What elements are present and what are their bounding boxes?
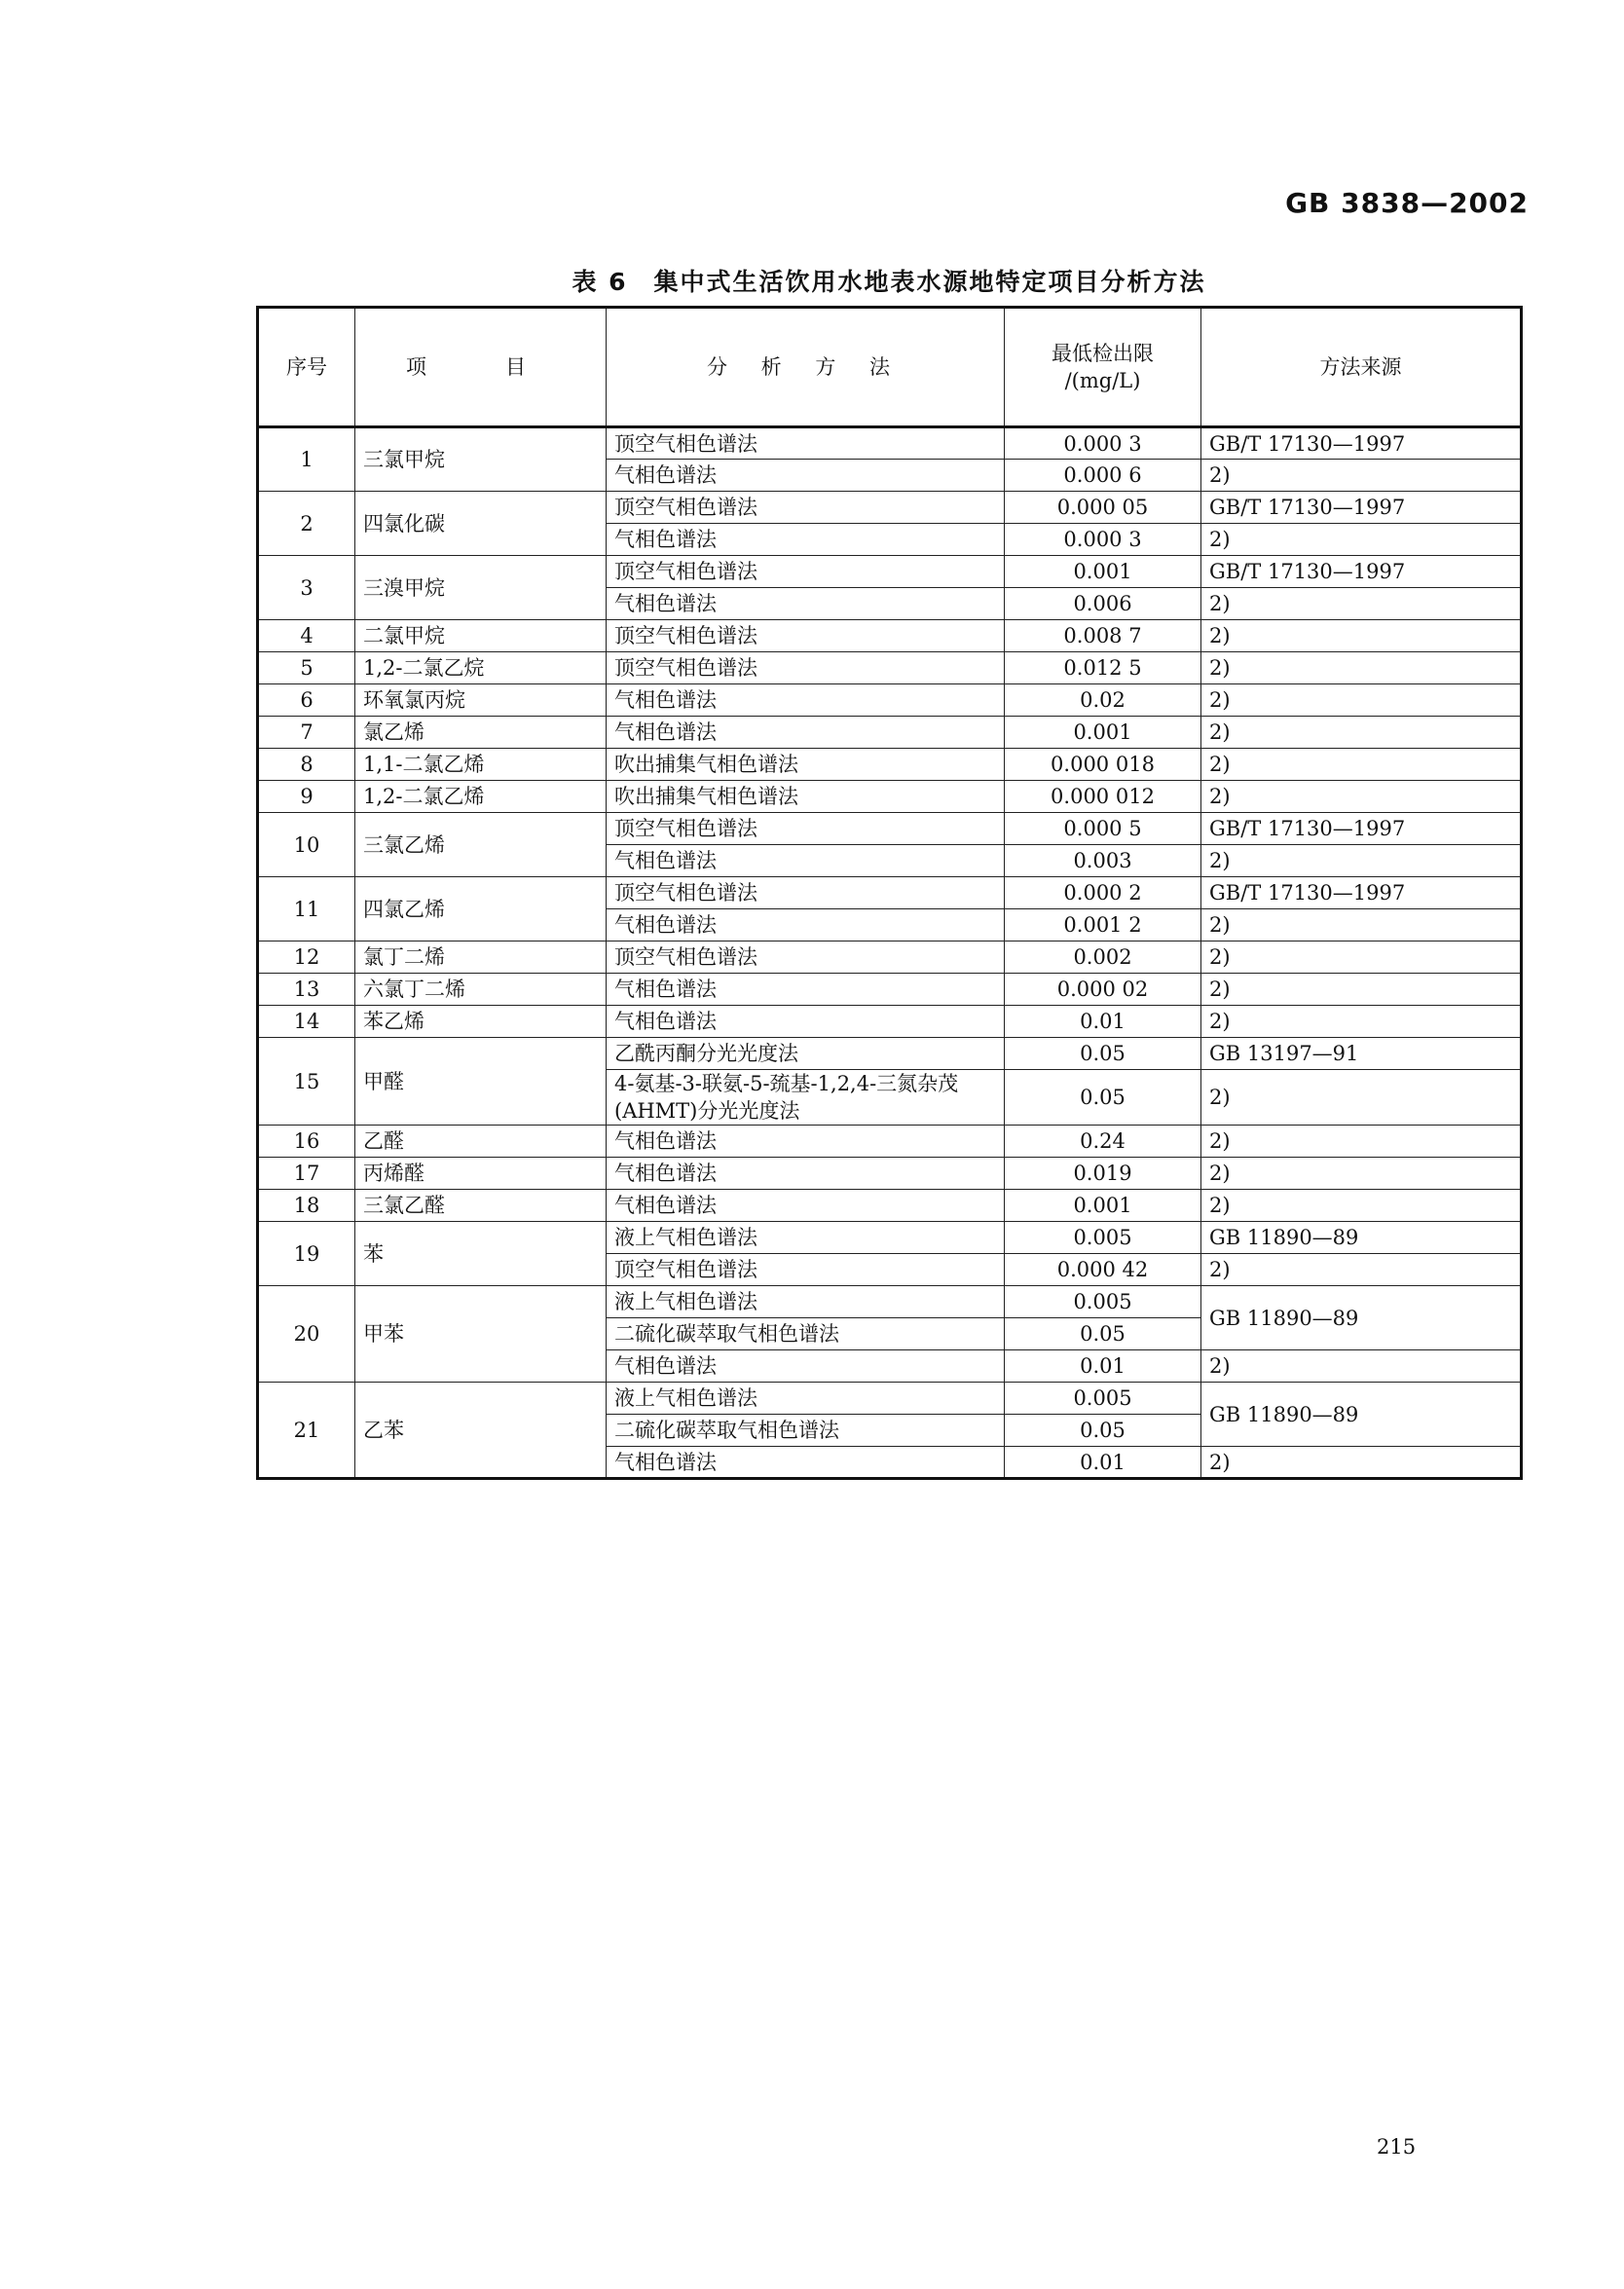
table-row (258, 781, 1522, 813)
method-source: 2) (1201, 460, 1522, 492)
analysis-method: 气相色谱法 (607, 1158, 1005, 1190)
table-row (258, 652, 1522, 684)
analysis-method: 顶空气相色谱法 (607, 427, 1005, 460)
table-row (258, 620, 1522, 652)
table-title: 表 6 集中式生活饮用水地表水源地特定项目分析方法 (572, 268, 1206, 296)
detection-limit: 0.000 02 (1005, 974, 1201, 1006)
detection-limit: 0.000 018 (1005, 749, 1201, 781)
detection-limit: 0.000 3 (1005, 427, 1201, 460)
analysis-method: 二硫化碳萃取气相色谱法 (607, 1318, 1005, 1350)
analysis-method: 液上气相色谱法 (607, 1286, 1005, 1318)
method-source: 2) (1201, 781, 1522, 813)
column-header-limit-unit: /(mg/L) (1064, 369, 1141, 392)
row-number: 7 (258, 717, 355, 749)
analysis-method: 气相色谱法 (607, 1190, 1005, 1222)
table-row (258, 749, 1522, 781)
table-row (258, 1383, 1522, 1415)
page-number: 215 (1377, 2135, 1417, 2159)
row-number: 17 (258, 1158, 355, 1190)
item-name: 乙苯 (355, 1383, 607, 1479)
method-source: 2) (1201, 652, 1522, 684)
analysis-method: 气相色谱法 (607, 1447, 1005, 1479)
method-source: 2) (1201, 1190, 1522, 1222)
detection-limit: 0.05 (1005, 1070, 1201, 1126)
column-header-limit-label: 最低检出限 (1052, 342, 1154, 365)
method-source: 2) (1201, 845, 1522, 877)
detection-limit: 0.000 6 (1005, 460, 1201, 492)
item-name: 三溴甲烷 (355, 556, 607, 620)
method-source: 2) (1201, 1126, 1522, 1158)
detection-limit: 0.01 (1005, 1447, 1201, 1479)
table-body (258, 427, 1522, 1479)
method-source: 2) (1201, 909, 1522, 941)
detection-limit: 0.001 (1005, 717, 1201, 749)
detection-limit: 0.005 (1005, 1286, 1201, 1318)
item-name: 二氯甲烷 (355, 620, 607, 652)
analysis-method: 气相色谱法 (607, 588, 1005, 620)
method-source: GB/T 17130—1997 (1201, 877, 1522, 909)
method-source: 2) (1201, 1006, 1522, 1038)
analysis-method: 气相色谱法 (607, 1006, 1005, 1038)
table-row (258, 1006, 1522, 1038)
analysis-method: 吹出捕集气相色谱法 (607, 749, 1005, 781)
table-row (258, 974, 1522, 1006)
row-number: 2 (258, 492, 355, 556)
item-name: 甲苯 (355, 1286, 607, 1383)
item-name: 氯丁二烯 (355, 941, 607, 974)
method-source: 2) (1201, 588, 1522, 620)
analysis-method: 乙酰丙酮分光光度法 (607, 1038, 1005, 1070)
header-row (258, 308, 1522, 427)
method-source: 2) (1201, 1350, 1522, 1383)
method-source: GB/T 17130—1997 (1201, 492, 1522, 524)
table-header (258, 308, 1522, 427)
column-header-limit (1005, 308, 1201, 427)
detection-limit: 0.01 (1005, 1006, 1201, 1038)
method-source: 2) (1201, 974, 1522, 1006)
analysis-method: 气相色谱法 (607, 717, 1005, 749)
method-source: GB 11890—89 (1201, 1286, 1522, 1350)
detection-limit: 0.002 (1005, 941, 1201, 974)
analysis-method: 气相色谱法 (607, 974, 1005, 1006)
detection-limit: 0.006 (1005, 588, 1201, 620)
analysis-method: 顶空气相色谱法 (607, 1254, 1005, 1286)
detection-limit: 0.000 012 (1005, 781, 1201, 813)
item-name: 四氯乙烯 (355, 877, 607, 941)
detection-limit: 0.000 2 (1005, 877, 1201, 909)
detection-limit: 0.019 (1005, 1158, 1201, 1190)
table-row (258, 556, 1522, 588)
method-source: 2) (1201, 1254, 1522, 1286)
analysis-method: 吹出捕集气相色谱法 (607, 781, 1005, 813)
table-row (258, 877, 1522, 909)
standard-code: GB 3838—2002 (1285, 187, 1529, 219)
table-row (258, 813, 1522, 845)
column-header-item: 项 目 (355, 308, 607, 427)
row-number: 1 (258, 427, 355, 492)
method-source: 2) (1201, 1158, 1522, 1190)
method-source: GB/T 17130—1997 (1201, 427, 1522, 460)
table-row (258, 1158, 1522, 1190)
table-row (258, 1190, 1522, 1222)
detection-limit: 0.000 05 (1005, 492, 1201, 524)
row-number: 15 (258, 1038, 355, 1126)
detection-limit: 0.008 7 (1005, 620, 1201, 652)
row-number: 11 (258, 877, 355, 941)
table-row (258, 492, 1522, 524)
row-number: 5 (258, 652, 355, 684)
analysis-method: 顶空气相色谱法 (607, 556, 1005, 588)
item-name: 六氯丁二烯 (355, 974, 607, 1006)
analysis-method: 液上气相色谱法 (607, 1383, 1005, 1415)
item-name: 苯乙烯 (355, 1006, 607, 1038)
row-number: 3 (258, 556, 355, 620)
detection-limit: 0.05 (1005, 1318, 1201, 1350)
analysis-method: 顶空气相色谱法 (607, 652, 1005, 684)
detection-limit: 0.001 (1005, 1190, 1201, 1222)
detection-limit: 0.000 42 (1005, 1254, 1201, 1286)
item-name: 苯 (355, 1222, 607, 1286)
row-number: 4 (258, 620, 355, 652)
analysis-method: 液上气相色谱法 (607, 1222, 1005, 1254)
analysis-method: 顶空气相色谱法 (607, 877, 1005, 909)
method-source: GB/T 17130—1997 (1201, 813, 1522, 845)
detection-limit: 0.05 (1005, 1038, 1201, 1070)
analysis-method: 气相色谱法 (607, 684, 1005, 717)
method-source: 2) (1201, 684, 1522, 717)
analysis-method: 气相色谱法 (607, 524, 1005, 556)
item-name: 1,2-二氯乙烯 (355, 781, 607, 813)
table-row (258, 684, 1522, 717)
item-name: 三氯甲烷 (355, 427, 607, 492)
table-row (258, 1126, 1522, 1158)
table-row (258, 1038, 1522, 1070)
item-name: 四氯化碳 (355, 492, 607, 556)
item-name: 乙醛 (355, 1126, 607, 1158)
row-number: 10 (258, 813, 355, 877)
detection-limit: 0.02 (1005, 684, 1201, 717)
item-name: 三氯乙醛 (355, 1190, 607, 1222)
analysis-method: 顶空气相色谱法 (607, 492, 1005, 524)
row-number: 13 (258, 974, 355, 1006)
table-row (258, 941, 1522, 974)
analysis-method: 顶空气相色谱法 (607, 620, 1005, 652)
item-name: 甲醛 (355, 1038, 607, 1126)
column-header-source: 方法来源 (1201, 308, 1522, 427)
row-number: 9 (258, 781, 355, 813)
row-number: 18 (258, 1190, 355, 1222)
detection-limit: 0.012 5 (1005, 652, 1201, 684)
table-row (258, 427, 1522, 460)
method-source: 2) (1201, 620, 1522, 652)
row-number: 12 (258, 941, 355, 974)
method-source: GB 11890—89 (1201, 1222, 1522, 1254)
row-number: 16 (258, 1126, 355, 1158)
detection-limit: 0.24 (1005, 1126, 1201, 1158)
analysis-method: 气相色谱法 (607, 1350, 1005, 1383)
row-number: 21 (258, 1383, 355, 1479)
method-source: 2) (1201, 717, 1522, 749)
column-header-method: 分 析 方 法 (607, 308, 1005, 427)
method-source: GB 11890—89 (1201, 1383, 1522, 1447)
method-source: 2) (1201, 749, 1522, 781)
detection-limit: 0.001 2 (1005, 909, 1201, 941)
item-name: 1,2-二氯乙烷 (355, 652, 607, 684)
detection-limit: 0.005 (1005, 1383, 1201, 1415)
method-source: GB/T 17130—1997 (1201, 556, 1522, 588)
row-number: 6 (258, 684, 355, 717)
table-row (258, 1286, 1522, 1318)
row-number: 19 (258, 1222, 355, 1286)
analysis-method: 气相色谱法 (607, 845, 1005, 877)
analysis-methods-table (256, 306, 1523, 1480)
analysis-method: 二硫化碳萃取气相色谱法 (607, 1415, 1005, 1447)
column-header-num: 序号 (258, 308, 355, 427)
item-name: 环氧氯丙烷 (355, 684, 607, 717)
item-name: 氯乙烯 (355, 717, 607, 749)
item-name: 丙烯醛 (355, 1158, 607, 1190)
method-source: GB 13197—91 (1201, 1038, 1522, 1070)
method-source: 2) (1201, 1447, 1522, 1479)
detection-limit: 0.05 (1005, 1415, 1201, 1447)
analysis-method: 顶空气相色谱法 (607, 941, 1005, 974)
item-name: 三氯乙烯 (355, 813, 607, 877)
method-source: 2) (1201, 941, 1522, 974)
analysis-method: 气相色谱法 (607, 909, 1005, 941)
table-row (258, 1222, 1522, 1254)
analysis-method: 气相色谱法 (607, 460, 1005, 492)
row-number: 8 (258, 749, 355, 781)
row-number: 20 (258, 1286, 355, 1383)
analysis-method: 顶空气相色谱法 (607, 813, 1005, 845)
detection-limit: 0.000 5 (1005, 813, 1201, 845)
detection-limit: 0.001 (1005, 556, 1201, 588)
analysis-method: 气相色谱法 (607, 1126, 1005, 1158)
method-source: 2) (1201, 524, 1522, 556)
detection-limit: 0.005 (1005, 1222, 1201, 1254)
detection-limit: 0.003 (1005, 845, 1201, 877)
row-number: 14 (258, 1006, 355, 1038)
analysis-method: 4-氨基-3-联氨-5-巯基-1,2,4-三氮杂茂(AHMT)分光光度法 (607, 1070, 1005, 1126)
detection-limit: 0.000 3 (1005, 524, 1201, 556)
detection-limit: 0.01 (1005, 1350, 1201, 1383)
method-source: 2) (1201, 1070, 1522, 1126)
table-row (258, 717, 1522, 749)
item-name: 1,1-二氯乙烯 (355, 749, 607, 781)
